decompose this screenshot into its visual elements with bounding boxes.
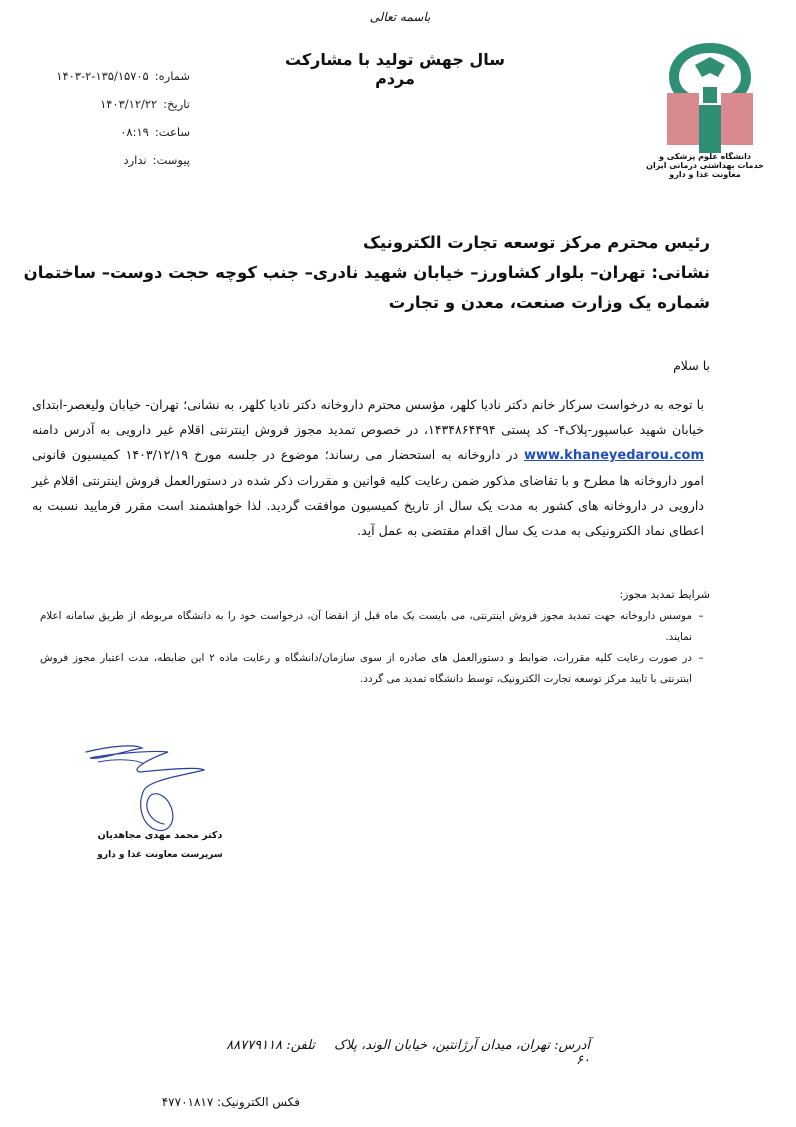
- addressee-block: [23, 228, 710, 318]
- letter-time-value: ۰۸:۱۹: [120, 125, 149, 139]
- signer-name: دکتر محمد مهدی مجاهدیان: [97, 830, 223, 841]
- addressee-address-line1: نشانی: تهران– بلوار کشاورز– خیابان شهید نادری– جنب کوچه حجت دوست– ساختمان: [23, 263, 710, 282]
- list-dash: –: [698, 652, 704, 664]
- logo-department-name: معاونت غذا و دارو: [669, 170, 741, 179]
- letter-number-row: [20, 62, 190, 90]
- condition-item: [40, 648, 710, 690]
- greeting: با سلام: [673, 358, 710, 373]
- addressee-address-line2: شماره یک وزارت صنعت، معدن و تجارت: [388, 293, 710, 312]
- letter-attachment-row: [20, 146, 190, 174]
- phone-label: تلفن:: [286, 1038, 315, 1053]
- letter-number-value: ۱۴۰۳-۲-۱۳۵/۱۵۷۰۵: [56, 69, 149, 83]
- letter-date-value: ۱۴۰۳/۱۲/۲۲: [100, 97, 158, 111]
- letter-date-label: تاریخ:: [163, 97, 190, 111]
- conditions-title: شرایط تمدید مجوز:: [619, 588, 710, 601]
- signer-title: سرپرست معاونت غذا و دارو: [97, 850, 223, 860]
- phone-value: ۸۸۷۷۹۱۱۸: [226, 1038, 283, 1053]
- fax-label: فکس الکترونیک:: [217, 1095, 300, 1109]
- letter-time-label: ساعت:: [154, 125, 190, 139]
- letter-time-row: [20, 118, 190, 146]
- condition-text: در صورت رعایت کلیه مقررات، ضوابط و دستورالعمل های صادره از سوی سازمان/دانشگاه و رعایت ماده ۲ این ضابطه، مدت اعتبار مجوز فروش اینترنتی با تایید مرکز توسعه تجارت الکترونیک، توسط دانشگاه تمدید می گردد.: [40, 652, 692, 685]
- footer-fax: [120, 1095, 300, 1109]
- footer-phone: [205, 1038, 315, 1053]
- bismillah-header: باسمه تعالی: [369, 10, 431, 24]
- addressee-title: رئیس محترم مرکز توسعه تجارت الکترونیک: [363, 233, 710, 252]
- body-text-part2: در داروخانه به استحضار می رساند؛ موضوع در جلسه مورخ ۱۴۰۳/۱۲/۱۹ کمیسیون قانونی امور داروخانه ها مطرح و با تقاضای مذکور ضمن رعایت کلیه قوانین و مقررات ذکر شده در دستورالعمل فروش اینترنتی اقلام غیر دارویی در داروخانه های کشور به مدت یک سال از تاریخ کمیسیون موافقت گردید. لذا خواهشمند است مقرر فرمایید نسبت به اعطای نماد الکترونیکی به مدت یک سال اقدام مقتضی به عمل آید.: [32, 447, 704, 538]
- body-text-part1: با توجه به درخواست سرکار خانم دکتر نادیا کلهر، مؤسس محترم داروخانه دکتر نادیا کلهر، به نشانی؛ تهران- خیابان ولیعصر-ابتدای خیابان شهید عباسپور-پلاک۴- کد پستی ۱۴۳۴۸۶۴۴۹۴، در خصوص تمدید مجوز فروش اینترنتی اقلام غیر دارویی به آدرس دامنه: [32, 397, 704, 437]
- fax-value: ۴۷۷۰۱۸۱۷: [161, 1095, 214, 1109]
- year-slogan: سال جهش تولید با مشارکت مردم: [284, 50, 506, 88]
- condition-text: موسس داروخانه جهت تمدید مجوز فروش اینترنتی، می بایست یک ماه قبل از انقضا آن، درخواست خود را به دانشگاه مربوطه از طریق سامانه اعلام نمایند.: [40, 610, 692, 643]
- letter-metadata: [20, 62, 190, 174]
- letter-body: [32, 392, 704, 543]
- footer-address: آدرس: تهران، میدان آرژانتین، خیابان الوند، پلاک ۶۰: [333, 1038, 590, 1068]
- letter-date-row: [20, 90, 190, 118]
- domain-link[interactable]: www.khaneyedarou.com: [524, 448, 704, 463]
- letter-attachment-label: پیوست:: [152, 153, 190, 167]
- logo-university-name: دانشگاه علوم پزشکی و خدمات بهداشتی درمانی ایران: [646, 152, 764, 170]
- list-dash: –: [698, 610, 704, 622]
- condition-item: [40, 606, 710, 648]
- conditions-list: [40, 606, 710, 690]
- letter-number-label: شماره:: [154, 69, 190, 83]
- letter-attachment-value: ندارد: [123, 153, 147, 167]
